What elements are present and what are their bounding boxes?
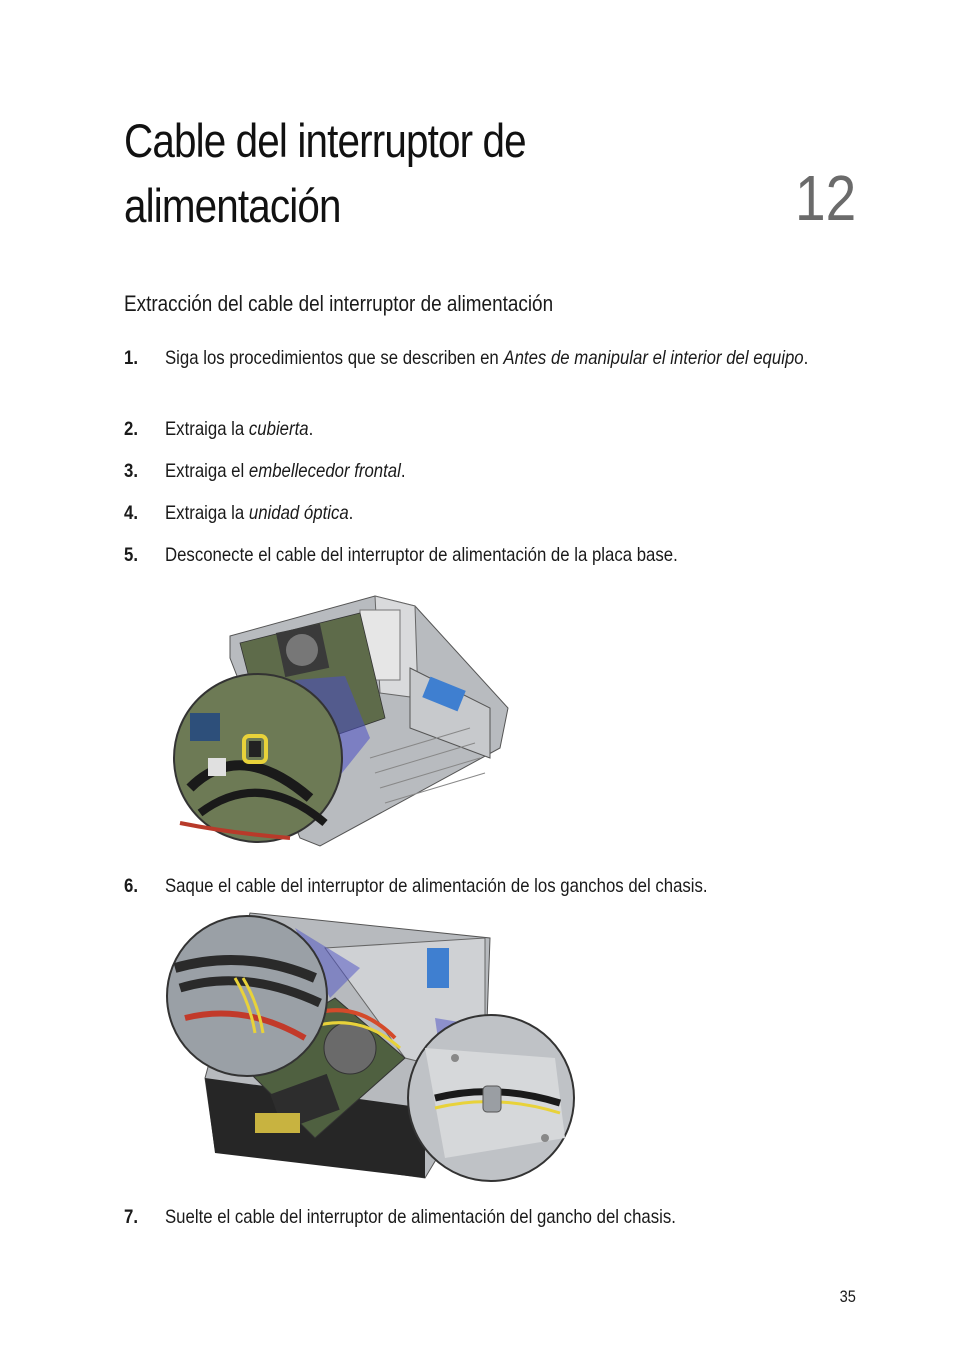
- chapter-title-line1: Cable del interruptor de: [124, 114, 526, 167]
- step-text-plain: Extraiga la: [165, 418, 249, 440]
- step-text: [165, 416, 858, 443]
- step-text-plain: Extraiga el: [165, 460, 249, 482]
- chapter-title-line2: alimentación: [124, 179, 341, 232]
- section-heading: Extracción del cable del interruptor de alimentación: [124, 291, 554, 316]
- figure-release-cable-from-chassis-hooks: [165, 908, 577, 1186]
- step-text-plain: .: [400, 460, 406, 482]
- step-text-plain: Siga los procedimientos que se describen en: [165, 347, 504, 369]
- step-number: 5.: [124, 544, 138, 566]
- step-number: 7.: [124, 1206, 138, 1228]
- step-number: 3.: [124, 460, 138, 482]
- step-text: Suelte el cable del interruptor de alimentación del gancho del chasis.: [165, 1206, 676, 1228]
- step-text: Saque el cable del interruptor de alimentación de los ganchos del chasis.: [165, 875, 708, 897]
- step-text-plain: Extraiga la: [165, 502, 249, 524]
- chapter-number: 12: [794, 162, 856, 234]
- link-cubierta[interactable]: cubierta: [248, 418, 309, 440]
- step-number: 2.: [124, 418, 138, 440]
- figure-disconnect-power-switch-cable: [170, 588, 512, 848]
- link-embellecedor-frontal[interactable]: embellecedor frontal: [248, 460, 401, 482]
- step-text: [165, 345, 858, 372]
- step-text: [165, 500, 858, 527]
- step-text: [165, 458, 858, 485]
- step-text-plain: .: [803, 347, 809, 369]
- step-number: 1.: [124, 347, 138, 369]
- step-text-plain: .: [348, 502, 354, 524]
- link-unidad-optica[interactable]: unidad óptica: [248, 502, 349, 524]
- page-number: 35: [839, 1287, 856, 1306]
- link-antes-de-manipular[interactable]: Antes de manipular el interior del equipo: [503, 347, 804, 369]
- step-number: 6.: [124, 875, 138, 897]
- step-text: Desconecte el cable del interruptor de alimentación de la placa base.: [165, 544, 678, 566]
- step-text-plain: .: [308, 418, 314, 440]
- step-number: 4.: [124, 502, 138, 524]
- chapter-title: [124, 108, 640, 238]
